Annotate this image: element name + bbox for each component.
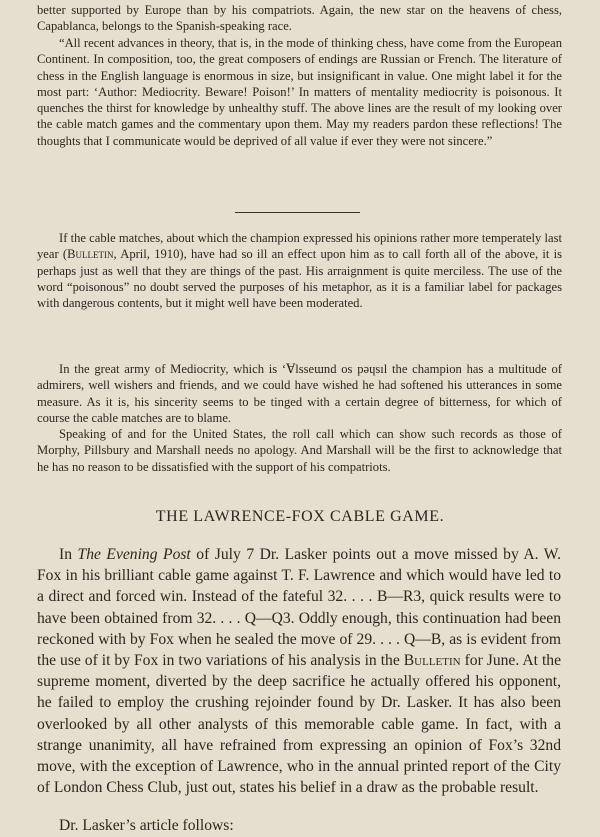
paragraph-continuation: better supported by Europe than by his compatriots. Again, the new star on the heavens of chess, Capablanca, belongs to the Spanish-speaking race. bbox=[37, 3, 562, 34]
section-divider-rule bbox=[235, 212, 360, 213]
paragraph-mediocrity: In the great army of Mediocrity, which is ‘Ɐlsseɯnd os pəɥsıl the champion has a multitude of admirers, well wishers and friends, and we could have wished he had softened his utterances in some measure. As it is, his sincerity seems to be tinged with a certain degree of bitterness, for which of course the cable matches are to blame. bbox=[37, 362, 562, 425]
section-title: THE LAWRENCE-FOX CABLE GAME. bbox=[155, 508, 445, 525]
paragraph-cable-matches: If the cable matches, about which the champion expressed his opinions rather more temperately last year (Bulletin, April, 1910), have had so ill an effect upon him as to call forth all of the above, it is perhaps just as well that they are things of the past. His arraignment is quite merciless. The use of the word “poisonous” no doubt served the purposes of his metaphor, as it is a familiar label for packages with dangerous contents, but it might well have been moderated. bbox=[37, 231, 563, 311]
paragraph-united-states: Speaking of and for the United States, the roll call which can show such records as those of Morphy, Pillsbury and Marshall needs no apology. And Marshall will be the first to acknowledge that he has no reason to be dissatisfied with the support of his compatriots. bbox=[37, 427, 562, 474]
paragraph-evening-post: In The Evening Post of July 7 Dr. Lasker points out a move missed by A. W. Fox in his brilliant cable game against T. F. Lawrence and which would have led to a direct and forced win. Instead of the fateful 32. . . . B—R3, quick results were to have been obtained from 32. . . . Q—Q3. Oddly enough, this continuation had been reckoned with by Fox when he sealed the move of 29. . . . Q—B, as is evident from the use of it by Fox in two variations of his analysis in the Bulletin for June. At the supreme moment, diverted by the deep sacrifice he actually offered his opponent, he failed to employ the crushing rejoinder found by Dr. Lasker. It has also been overlooked by all other analysts of this memorable cable game. In fact, with a strange unanimity, all have refrained from expressing an opinion of Fox’s 32nd move, with the exception of Lawrence, who in the annual printed report of the City of London Chess Club, just out, states his belief in a draw as the probable result. bbox=[37, 546, 561, 797]
paragraph-quote: “All recent advances in theory, that is, in the mode of thinking chess, have come from the European Continent. In composition, too, the great composers of endings are Russian or French. The literature of chess in the English language is enormous in size, but insignificant in value. One might label it for the most part: ‘Author: Mediocrity. Beware! Poison!’ In matters of mentality mediocrity is poisonous. It quenches the thirst for knowledge by unhealthy stuff. The above lines are the result of my looking over the cable match games and the commentary upon them. May my readers pardon these reflections! The thoughts that I communicate would be deprived of all value if ever they were not sincere.” bbox=[37, 36, 562, 148]
paragraph-article-follows: Dr. Lasker’s article follows: bbox=[59, 817, 234, 834]
